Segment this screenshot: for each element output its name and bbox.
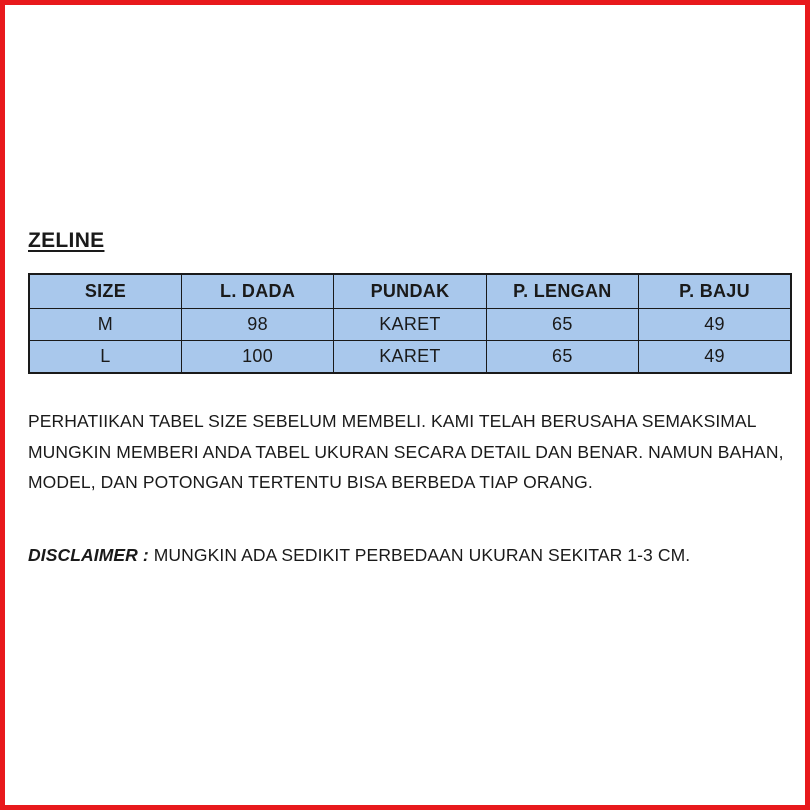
product-title: ZELINE — [28, 229, 105, 252]
size-table — [28, 273, 792, 374]
header-size: SIZE — [29, 274, 181, 309]
table-row — [29, 309, 791, 341]
disclaimer-label: DISCLAIMER : — [28, 545, 149, 565]
header-sleeve-length: P. LENGAN — [486, 274, 638, 309]
table-cell: L — [29, 341, 181, 374]
table-row — [29, 341, 791, 374]
table-header-row — [29, 274, 791, 309]
table-cell: 65 — [486, 341, 638, 374]
disclaimer — [28, 540, 798, 570]
size-note: PERHATIIKAN TABEL SIZE SEBELUM MEMBELI. KAMI TELAH BERUSAHA SEMAKSIMAL MUNGKIN MEMBERI ANDA TABEL UKURAN SECARA DETAIL DAN BENAR. NAMUN BAHAN, MODEL, DAN POTONGAN TERTENTU BISA BERBEDA TIAP ORANG. — [28, 411, 784, 492]
table-cell: 49 — [639, 341, 791, 374]
header-chest: L. DADA — [181, 274, 333, 309]
table-cell: 98 — [181, 309, 333, 341]
table-cell: KARET — [334, 341, 486, 374]
header-body-length: P. BAJU — [639, 274, 791, 309]
table-cell: KARET — [334, 309, 486, 341]
table-cell: 49 — [639, 309, 791, 341]
table-cell: M — [29, 309, 181, 341]
table-cell: 65 — [486, 309, 638, 341]
disclaimer-text: MUNGKIN ADA SEDIKIT PERBEDAAN UKURAN SEKITAR 1-3 CM. — [153, 545, 691, 565]
table-cell: 100 — [181, 341, 333, 374]
header-shoulder: PUNDAK — [334, 274, 486, 309]
